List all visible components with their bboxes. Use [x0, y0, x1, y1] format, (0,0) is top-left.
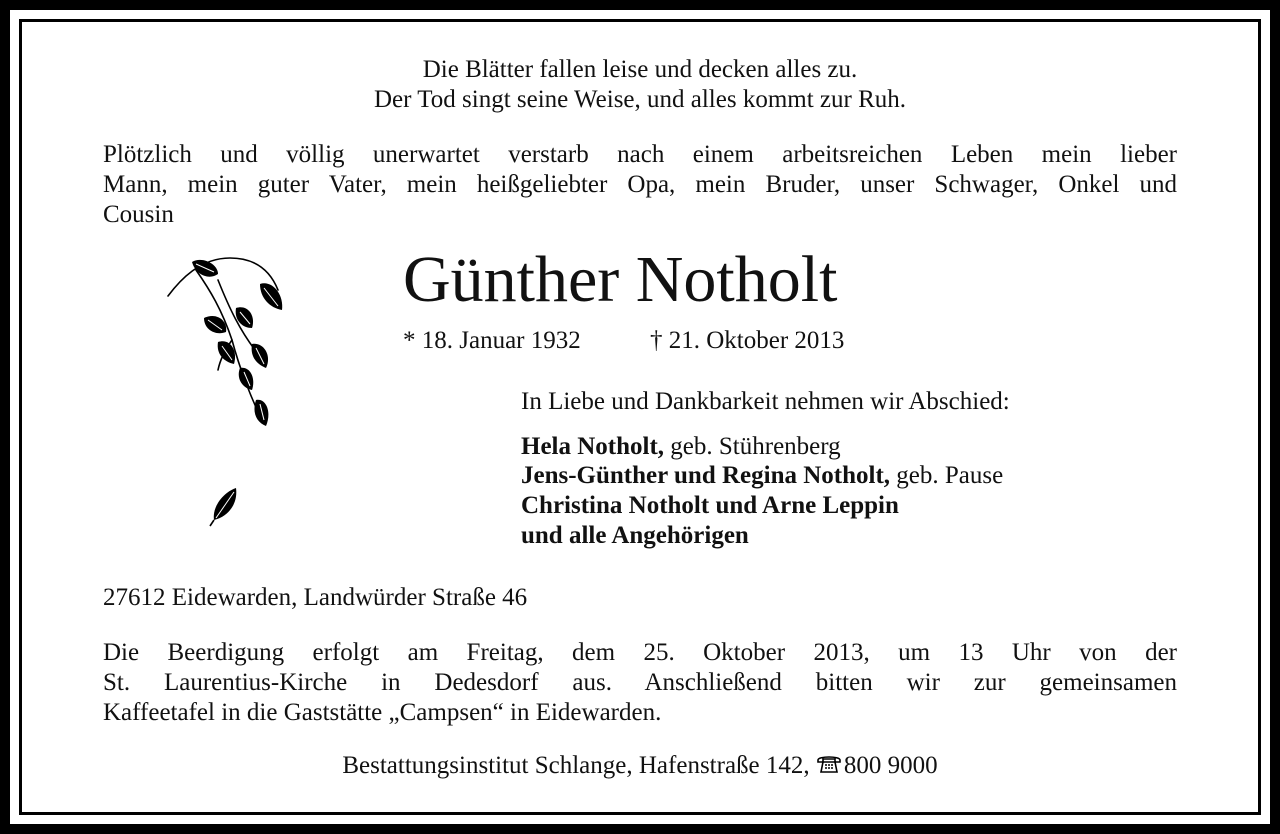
mourner-note: geb. Stührenberg	[664, 433, 841, 460]
mourner-name: und alle Angehörigen	[521, 522, 749, 549]
funeral-paragraph	[103, 638, 1177, 728]
funeral-line-3: Kaffeetafel in die Gaststätte „Campsen“ in Eidewarden.	[103, 699, 662, 726]
mourner-row	[521, 491, 899, 521]
mourner-row	[521, 432, 841, 462]
birth-date: * 18. Januar 1932	[403, 327, 581, 354]
birch-branch-icon	[160, 250, 300, 440]
death-date: † 21. Oktober 2013	[650, 327, 845, 354]
intro-line-1: Plötzlich und völlig unerwartet verstarb nach einem arbeitsreichen Leben mein lieber	[103, 141, 1177, 168]
deceased-name: Günther Notholt	[403, 243, 838, 316]
mourner-note: geb. Pause	[890, 462, 1004, 489]
address: 27612 Eidewarden, Landwürder Straße 46	[103, 584, 528, 611]
farewell-text: In Liebe und Dankbarkeit nehmen wir Abschied:	[521, 388, 1010, 415]
telephone-icon	[816, 753, 842, 775]
falling-leaf-icon	[208, 484, 242, 528]
intro-paragraph	[103, 140, 1177, 230]
undertaker-phone: 800 9000	[843, 752, 938, 779]
mourner-name: Jens-Günther und Regina Notholt,	[521, 462, 891, 489]
undertaker-text: Bestattungsinstitut Schlange, Hafenstraße 142,	[342, 752, 810, 779]
mourner-name: Hela Notholt,	[521, 433, 665, 460]
intro-line-3: Cousin	[103, 201, 174, 228]
mourner-name: Christina Notholt und Arne Leppin	[521, 492, 899, 519]
undertaker-line	[0, 751, 1280, 781]
funeral-line-2: St. Laurentius-Kirche in Dedesdorf aus. Anschließend bitten wir zur gemeinsamen	[103, 669, 1177, 696]
poem-line-1: Die Blätter fallen leise und decken alles zu.	[422, 56, 858, 83]
mourner-row	[521, 461, 1003, 491]
funeral-line-1: Die Beerdigung erfolgt am Freitag, dem 25. Oktober 2013, um 13 Uhr von der	[103, 639, 1177, 666]
intro-line-2: Mann, mein guter Vater, mein heißgeliebter Opa, mein Bruder, unser Schwager, Onkel und	[103, 171, 1177, 198]
mourner-row	[521, 521, 749, 551]
poem-line-2: Der Tod singt seine Weise, und alles kommt zur Ruh.	[373, 86, 907, 113]
